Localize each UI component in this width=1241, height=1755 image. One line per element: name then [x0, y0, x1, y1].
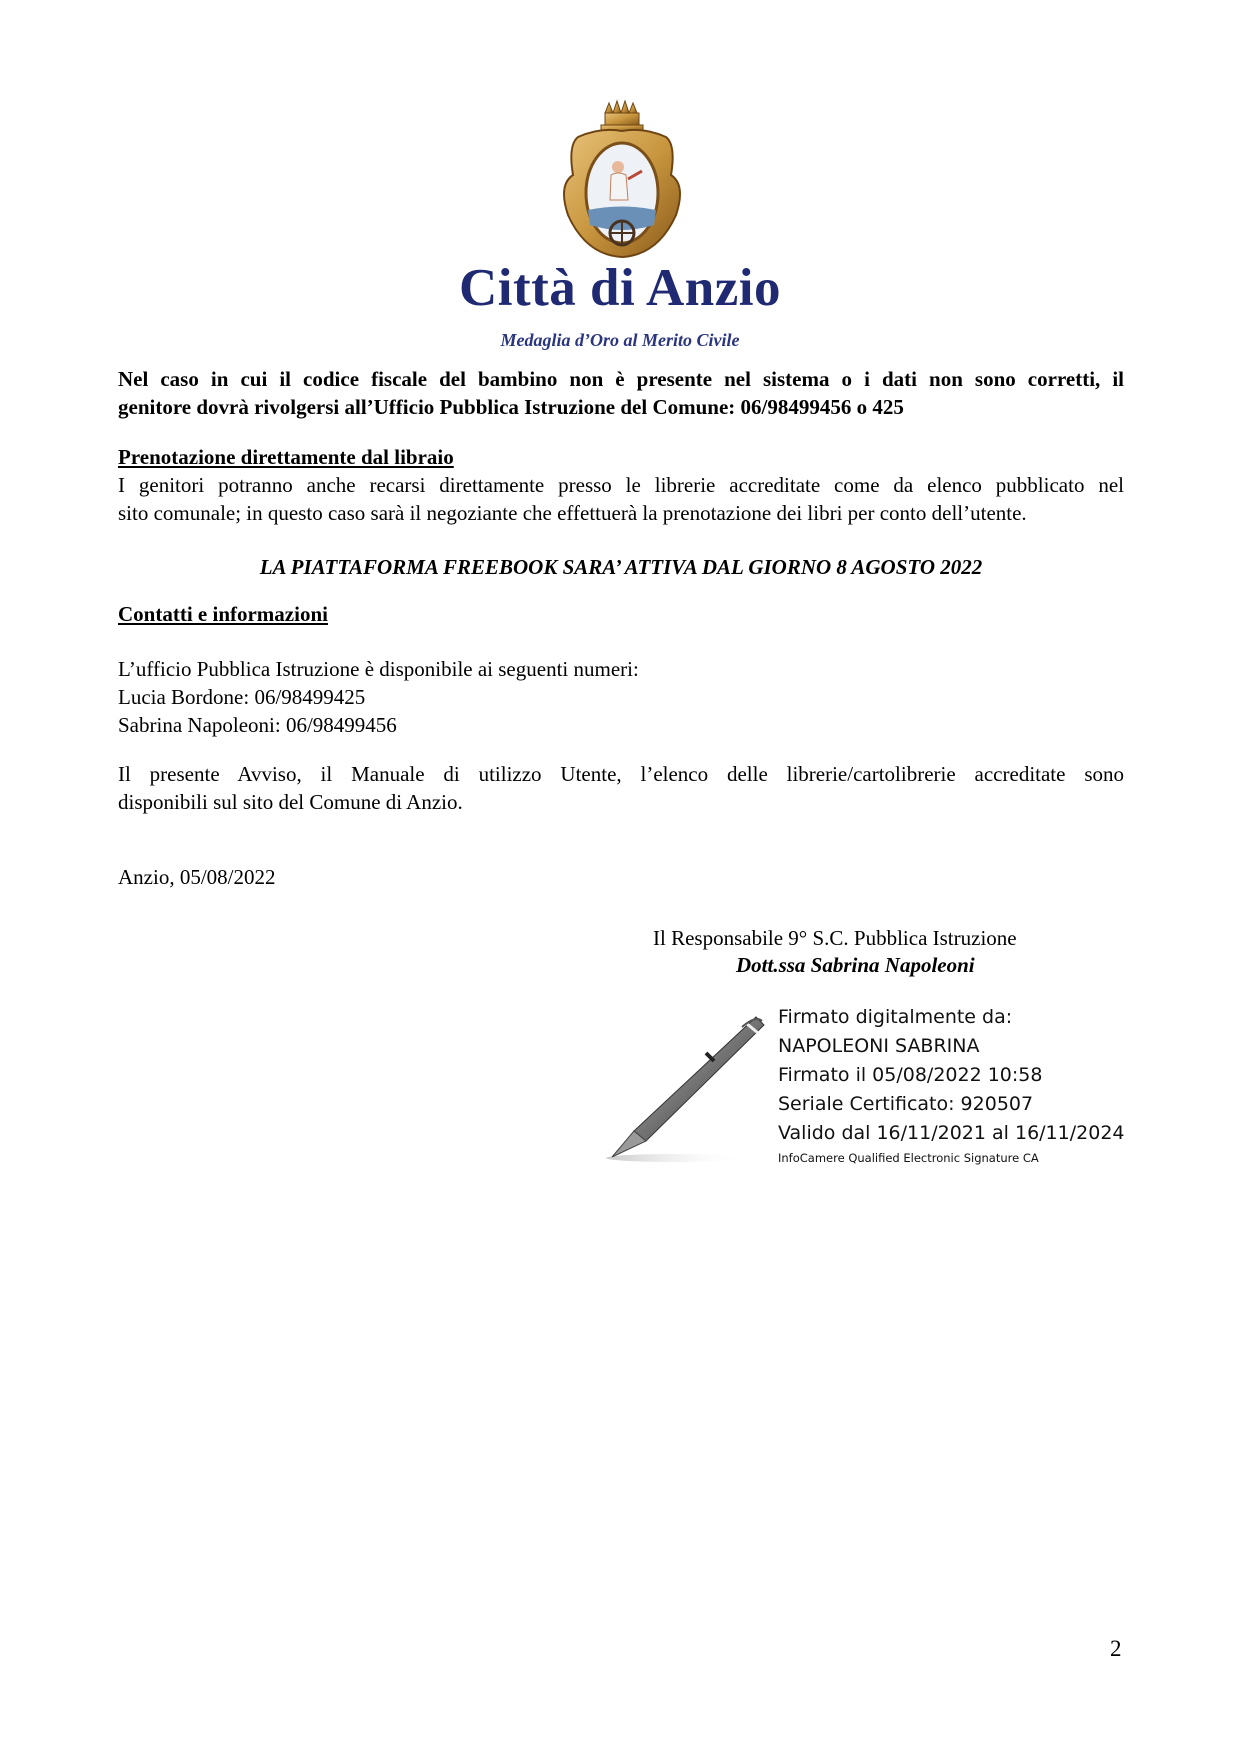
signatory-role: Il Responsabile 9° S.C. Pubblica Istruzione [653, 926, 1017, 950]
logo-title: Città di Anzio [458, 259, 782, 317]
stamp-ca: InfoCamere Qualified Electronic Signature CA [778, 1151, 1039, 1165]
contacts-section [118, 600, 1124, 628]
logo-subtitle: Medaglia d’Oro al Merito Civile [500, 330, 740, 350]
stamp-line: Seriale Certificato: 920507 [778, 1093, 1034, 1115]
stamp-line: Valido dal 16/11/2021 al 16/11/2024 [778, 1122, 1125, 1144]
booking-line: sito comunale; in questo caso sarà il negoziante che effettuerà la prenotazione dei libri per conto dell’utente. [118, 501, 1027, 525]
contact-line: Lucia Bordone: 06/98499425 [118, 685, 366, 709]
booking-line: I genitori potranno anche recarsi direttamente presso le librerie accreditate come da elenco pubblicato nel [118, 473, 1124, 497]
contact-line: L’ufficio Pubblica Istruzione è disponibile ai seguenti numeri: [118, 657, 639, 681]
availability-line: disponibili sul sito del Comune di Anzio. [118, 790, 463, 814]
availability-line: Il presente Avviso, il Manuale di utilizzo Utente, l’elenco delle librerie/cartolibrerie accreditate sono [118, 762, 1124, 786]
contacts-heading: Contatti e informazioni [118, 602, 328, 626]
contact-line: Sabrina Napoleoni: 06/98499456 [118, 713, 397, 737]
pen-icon [606, 1013, 766, 1163]
place-date: Anzio, 05/08/2022 [118, 865, 276, 889]
stamp-line: NAPOLEONI SABRINA [778, 1035, 980, 1057]
digital-signature-stamp [778, 1003, 1125, 1168]
signatory-name: Dott.ssa Sabrina Napoleoni [736, 953, 975, 977]
city-logo [408, 75, 832, 360]
stamp-line: Firmato digitalmente da: [778, 1006, 1013, 1028]
platform-notice: LA PIATTAFORMA FREEBOOK SARA’ ATTIVA DAL GIORNO 8 AGOSTO 2022 [259, 555, 983, 579]
page-number: 2 [1110, 1636, 1122, 1661]
intro-paragraph [118, 365, 1124, 421]
availability-paragraph [118, 760, 1124, 816]
stamp-line: Firmato il 05/08/2022 10:58 [778, 1064, 1043, 1086]
booking-section [118, 443, 1124, 527]
intro-line: genitore dovrà rivolgersi all’Ufficio Pubblica Istruzione del Comune: 06/98499456 o 425 [118, 395, 904, 419]
booking-heading: Prenotazione direttamente dal libraio [118, 445, 454, 469]
contacts-list [118, 655, 1124, 739]
intro-line: Nel caso in cui il codice fiscale del bambino non è presente nel sistema o i dati non sono corretti, il [118, 367, 1124, 391]
coat-of-arms-icon [408, 75, 832, 265]
